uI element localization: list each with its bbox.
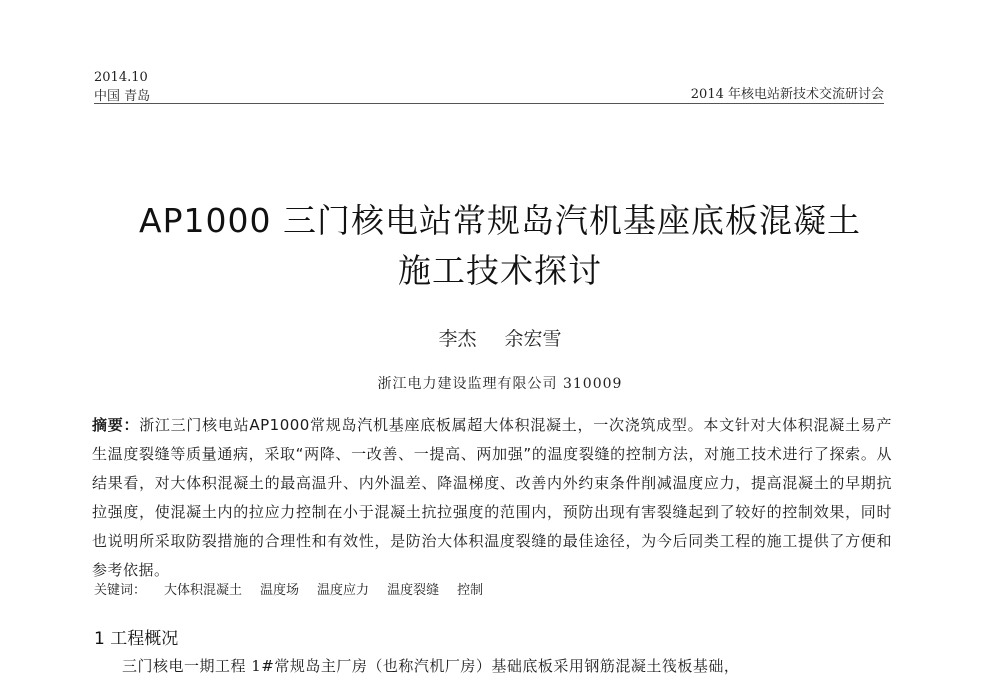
keyword: 温度裂缝 bbox=[387, 583, 440, 598]
abstract-text: 浙江三门核电站AP1000常规岛汽机基座底板属超大体积混凝土，一次浇筑成型。本文针对大体积混凝土易产生温度裂缝等质量通病，采取“两降、一改善、一提高、两加强”的温度裂缝的控制方法，对施工技术进行了探索。从结果看，对大体积混凝土的最高温升、内外温差、降温梯度、改善内外约束条件削减温度应力，提高混凝土的早期抗拉强度，使混凝土内的拉应力控制在小于混凝土抗拉强度的范围内，预防出现有害裂缝起到了较好的控制效果，同时也说明所采取防裂措施的合理性和有效性，是防治大体积温度裂缝的最佳途径，为今后同类工程的施工提供了方便和参考依据。 bbox=[92, 416, 892, 579]
paper-title-line-1: AP1000 三门核电站常规岛汽机基座底板混凝土 bbox=[139, 201, 861, 240]
paper-title bbox=[0, 196, 1000, 296]
affiliation: 浙江电力建设监理有限公司 310009 bbox=[377, 376, 623, 392]
header-date: 2014.10 bbox=[94, 70, 148, 85]
keyword: 温度场 bbox=[260, 583, 300, 598]
abstract bbox=[92, 411, 892, 585]
keywords-label: 关键词： bbox=[94, 583, 147, 598]
keyword: 温度应力 bbox=[317, 583, 370, 598]
header-conference: 2014 年核电站新技术交流研讨会 bbox=[690, 87, 884, 102]
authors bbox=[0, 324, 1000, 351]
header-date-location bbox=[94, 68, 150, 106]
keyword: 控制 bbox=[457, 583, 484, 598]
abstract-label: 摘要： bbox=[92, 416, 140, 434]
keyword: 大体积混凝土 bbox=[164, 583, 243, 598]
author-name: 余宏雪 bbox=[504, 328, 562, 350]
header-divider bbox=[94, 103, 884, 104]
section-body-text: 三门核电一期工程 1#常规岛主厂房（也称汽机厂房）基础底板采用钢筋混凝土筏板基础， bbox=[122, 657, 740, 675]
author-name: 李杰 bbox=[438, 328, 477, 350]
paper-title-line-2: 施工技术探讨 bbox=[398, 251, 602, 290]
header-location: 中国 青岛 bbox=[94, 89, 151, 104]
section-heading: 1 工程概况 bbox=[94, 629, 179, 649]
keywords bbox=[94, 579, 483, 598]
